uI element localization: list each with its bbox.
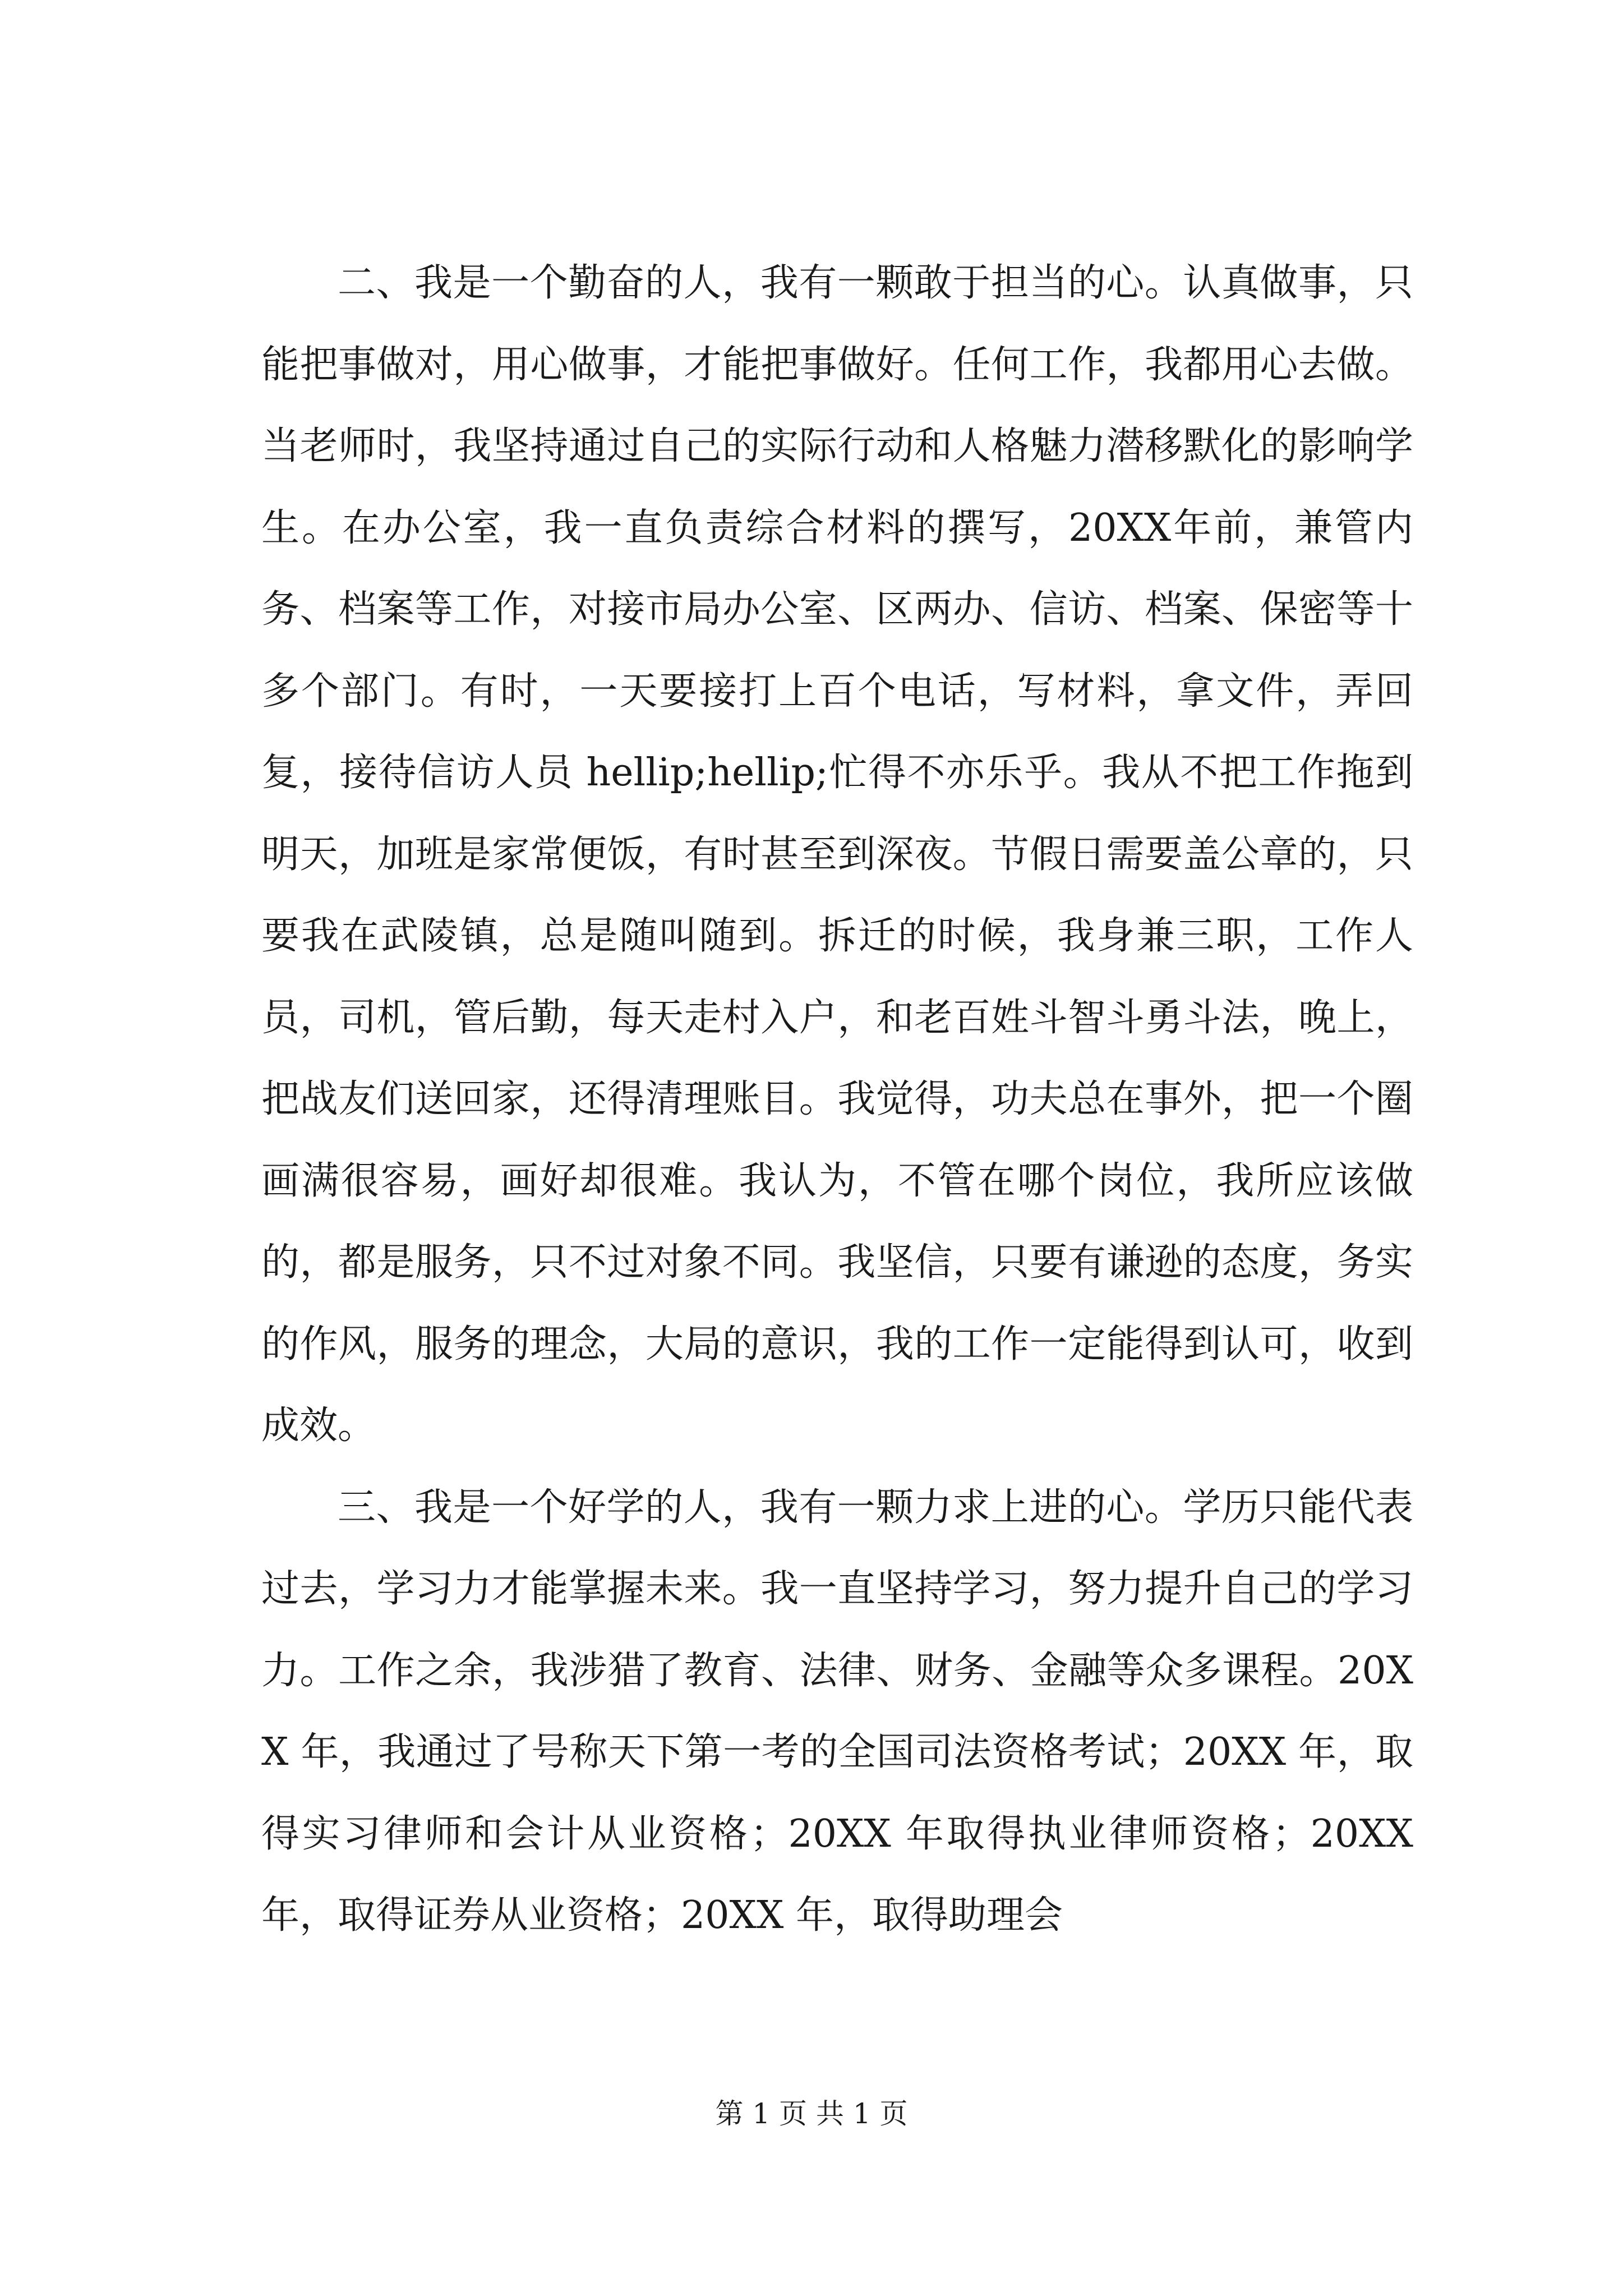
document-body (261, 242, 1413, 1957)
paragraph-diligence: 二、我是一个勤奋的人，我有一颗敢于担当的心。认真做事，只能把事做对，用心做事，才能把事做好。任何工作，我都用心去做。当老师时，我坚持通过自己的实际行动和人格魅力潜移默化的影响学生。在办公室，我一直负责综合材料的撰写，20XX年前，兼管内务、档案等工作，对接市局办公室、区两办、信访、档案、保密等十多个部门。有时，一天要接打上百个电话，写材料，拿文件，弄回复，接待信访人员 hellip;hellip;忙得不亦乐乎。我从不把工作拖到明天，加班是家常便饭，有时甚至到深夜。节假日需要盖公章的，只要我在武陵镇，总是随叫随到。拆迁的时候，我身兼三职，工作人员，司机，管后勤，每天走村入户，和老百姓斗智斗勇斗法，晚上，把战友们送回家，还得清理账目。我觉得，功夫总在事外，把一个圈画满很容易，画好却很难。我认为，不管在哪个岗位，我所应该做的，都是服务，只不过对象不同。我坚信，只要有谦逊的态度，务实的作风，服务的理念，大局的意识，我的工作一定能得到认可，收到成效。 (261, 261, 1413, 1448)
paragraph-learning: 三、我是一个好学的人，我有一颗力求上进的心。学历只能代表过去，学习力才能掌握未来。我一直坚持学习，努力提升自己的学习力。工作之余，我涉猎了教育、法律、财务、金融等众多课程。20XX 年，我通过了号称天下第一考的全国司法资格考试；20XX 年，取得实习律师和会计从业资格；20XX 年取得执业律师资格；20XX 年，取得证券从业资格；20XX 年，取得助理会 (261, 1485, 1413, 1938)
page-number-footer: 第 1 页 共 1 页 (715, 2097, 908, 2130)
